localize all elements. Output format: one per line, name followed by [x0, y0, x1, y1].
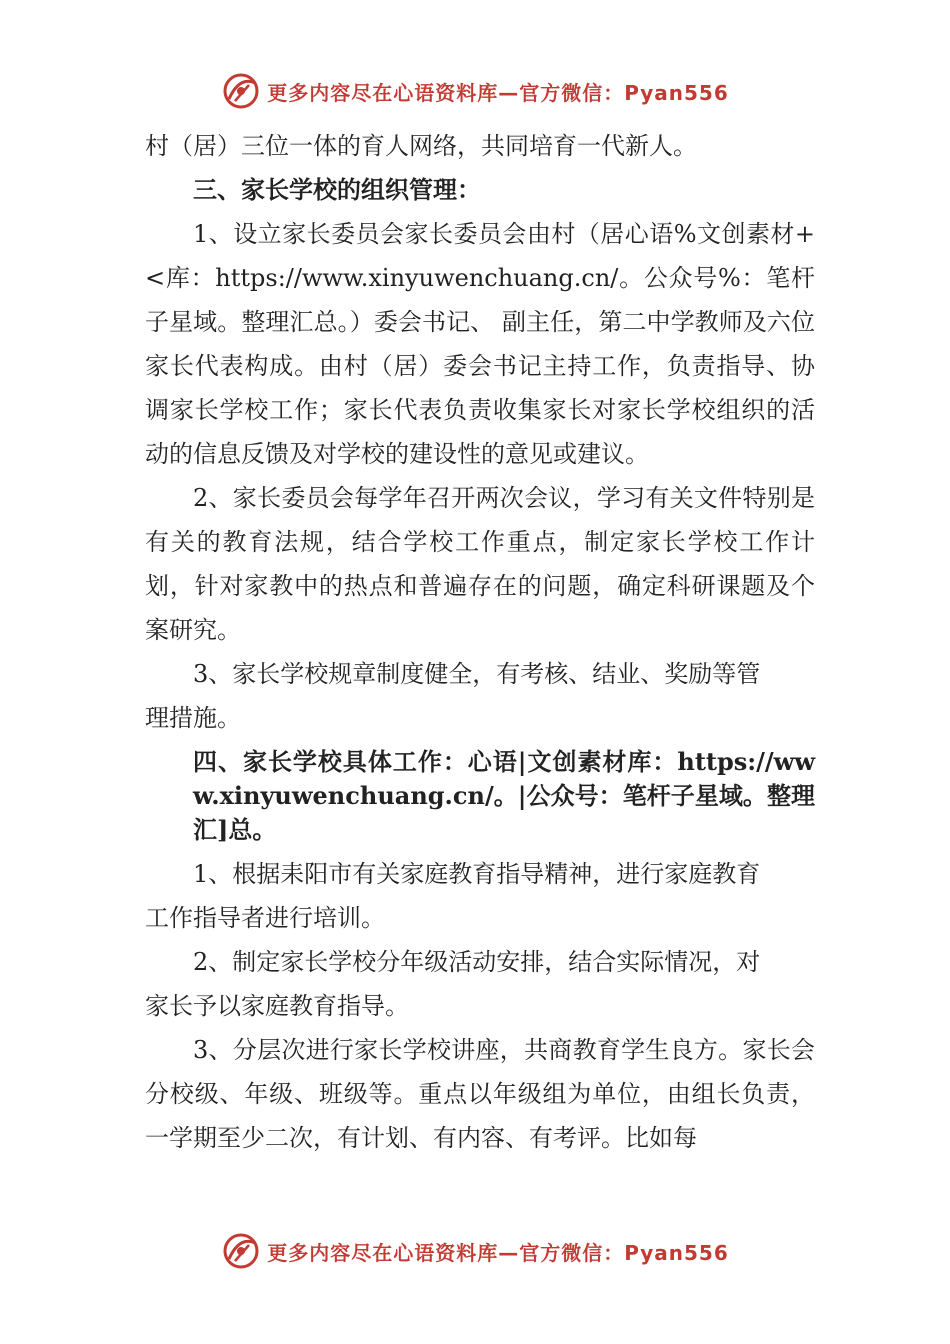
work-item-1-line1: 1、根据耒阳市有关家庭教育指导精神，进行家庭教育 — [193, 860, 761, 888]
paragraph-continuation: 村（居）三位一体的育人网络，共同培育一代新人。 — [145, 132, 697, 160]
document-body — [145, 124, 815, 1160]
header-banner — [0, 66, 950, 116]
banner-text: 更多内容尽在心语资料库—官方微信：Pyan556 — [267, 80, 729, 105]
section-heading-3: 三、家长学校的组织管理： — [193, 175, 481, 204]
brand-logo-icon — [221, 71, 261, 111]
paragraph-item-2: 2、家长委员会每学年召开两次会议，学习有关文件特别是有关的教育法规，结合学校工作重点，制定家长学校工作计划，针对家教中的热点和普遍存在的问题，确定科研课题及个案研究。 — [145, 484, 815, 644]
paragraph-item-3-line2: 理措施。 — [145, 704, 241, 732]
footer-banner — [0, 1226, 950, 1276]
paragraph-item-1: 1、设立家长委员会家长委员会由村（居心语%文创素材+<库：https://www.xinyuwenchuang.cn/。公众号%：笔杆子星域。整理汇总。）委会书记、 副主任，第二中学教师及六位家长代表构成。由村（居）委会书记主持工作，负责指导、协调家长学校工作；家长代表负责收集家长对家长学校组织的活动的信息反馈及对学校的建设性的意见或建议。 — [145, 220, 815, 468]
work-item-2-line2: 家长予以家庭教育指导。 — [145, 992, 409, 1020]
work-item-3: 3、分层次进行家长学校讲座，共商教育学生良方。家长会分校级、年级、班级等。重点以年级组为单位，由组长负责，一学期至少二次，有计划、有内容、有考评。比如每 — [145, 1036, 815, 1152]
work-item-1-line2: 工作指导者进行培训。 — [145, 904, 385, 932]
work-item-2-line1: 2、制定家长学校分年级活动安排，结合实际情况，对 — [193, 948, 761, 976]
banner-text: 更多内容尽在心语资料库—官方微信：Pyan556 — [267, 1240, 729, 1265]
brand-logo-icon — [221, 1231, 261, 1271]
paragraph-item-3-line1: 3、家长学校规章制度健全，有考核、结业、奖励等管 — [193, 660, 761, 688]
section-heading-4: 四、家长学校具体工作：心语|文创素材库：https://www.xinyuwenchuang.cn/。|公众号：笔杆子星域。整理汇]总。 — [193, 747, 815, 844]
